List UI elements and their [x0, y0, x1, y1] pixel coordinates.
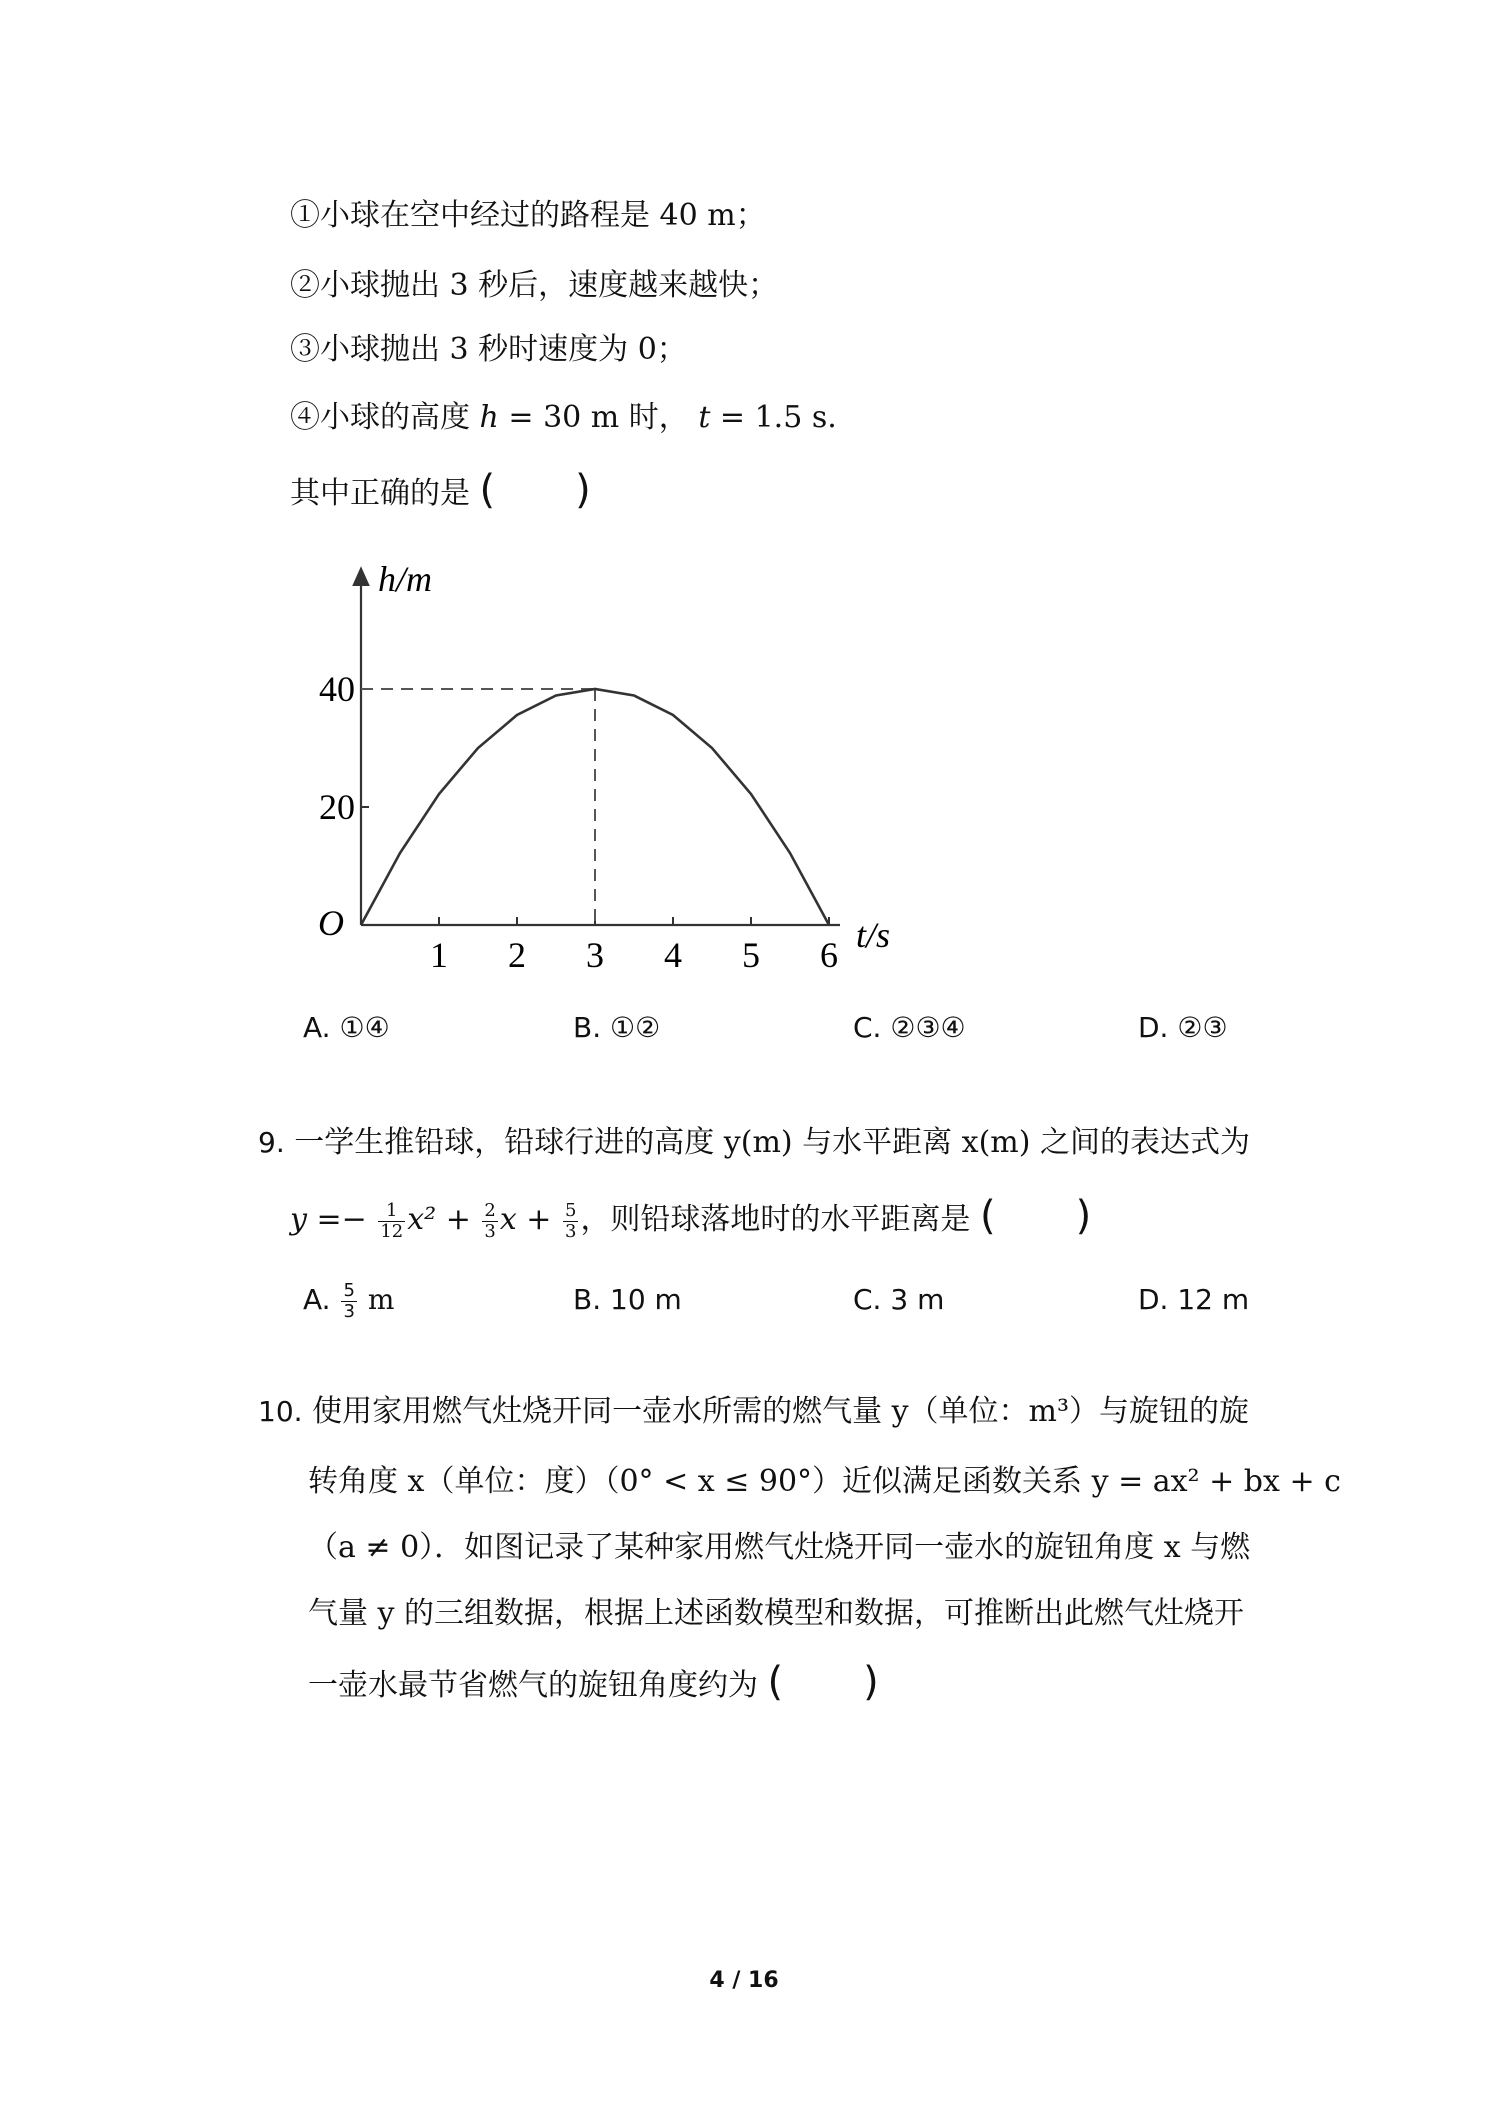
- x-tick-label: 2: [508, 935, 526, 975]
- q9-number: 9.: [258, 1126, 285, 1159]
- height-time-chart: [0, 555, 1488, 975]
- x-tick-label: 5: [742, 935, 760, 975]
- eq-term1: x² +: [407, 1202, 471, 1237]
- q9-option-a-unit: m: [367, 1283, 395, 1316]
- fraction-5-3: $\frac{5}{3}$: [564, 1199, 577, 1242]
- var-t: t: [698, 400, 711, 435]
- q8-option-c[interactable]: C. ②③④: [853, 1011, 966, 1044]
- x-tick-label: 6: [820, 935, 838, 975]
- q10-line5: [308, 1659, 879, 1706]
- y-axis-label: h/m: [378, 559, 432, 599]
- q9-answer-paren: ( ): [979, 1193, 1092, 1239]
- eq-equals: =−: [306, 1202, 367, 1237]
- q9-option-a[interactable]: [303, 1270, 394, 1330]
- q10-line2: 转角度 x（单位：度）（0° < x ≤ 90°）近似满足函数关系 y = ax² + bx + c: [308, 1464, 1341, 1499]
- origin-label: O: [318, 903, 344, 943]
- q9-option-d[interactable]: D. 12 m: [1138, 1283, 1250, 1316]
- q10-number: 10.: [258, 1395, 303, 1428]
- eq-term2: x +: [499, 1202, 552, 1237]
- fraction-5-3-option: $\frac{5}{3}$: [343, 1279, 355, 1322]
- q8-question: [290, 467, 591, 514]
- x-axis-label: t/s: [856, 915, 891, 955]
- q10-text-1: 使用家用燃气灶烧开同一壶水所需的燃气量 y（单位：m³）与旋钮的旋: [312, 1394, 1250, 1429]
- statement-4: [290, 398, 837, 438]
- q10-text-5: 一壶水最节省燃气的旋钮角度约为: [308, 1668, 758, 1703]
- q9-text: 一学生推铅球，铅球行进的高度 y(m) 与水平距离 x(m) 之间的表达式为: [294, 1125, 1250, 1160]
- y-tick-label: 20: [319, 787, 355, 827]
- q9-line2: [290, 1188, 1091, 1248]
- q10-line3: （a ≠ 0）．如图记录了某种家用燃气灶烧开同一壶水的旋钮角度 x 与燃: [308, 1530, 1251, 1565]
- q9-tail: ，则铅球落地时的水平距离是: [580, 1202, 971, 1237]
- q10-line1: [258, 1392, 1249, 1432]
- x-tick-label: 1: [430, 935, 448, 975]
- statement-4-mid1: = 30 m 时，: [498, 400, 689, 435]
- q8-option-b[interactable]: B. ①②: [573, 1011, 661, 1044]
- x-tick-label: 4: [664, 935, 682, 975]
- page-number: 4 / 16: [709, 1968, 779, 1993]
- q9-option-b[interactable]: B. 10 m: [573, 1283, 682, 1316]
- statement-2: ②小球抛出 3 秒后，速度越来越快；: [290, 268, 779, 303]
- q9-line1: [258, 1123, 1250, 1163]
- q9-option-c[interactable]: C. 3 m: [853, 1283, 945, 1316]
- q8-question-text: 其中正确的是: [290, 476, 470, 511]
- q8-option-a[interactable]: A. ①④: [303, 1011, 390, 1044]
- statement-1: ①小球在空中经过的路程是 40 m；: [290, 198, 766, 233]
- q10-answer-paren: ( ): [767, 1659, 879, 1705]
- answer-paren: ( ): [479, 467, 591, 513]
- statement-3: ③小球抛出 3 秒时速度为 0；: [290, 332, 687, 367]
- y-tick-label: 40: [319, 669, 355, 709]
- q8-option-d[interactable]: D. ②③: [1138, 1011, 1228, 1044]
- x-tick-label: 3: [586, 935, 604, 975]
- q10-line4: 气量 y 的三组数据，根据上述函数模型和数据，可推断出此燃气灶烧开: [308, 1596, 1245, 1631]
- fraction-1-12: $\frac{1}{12}$: [380, 1199, 404, 1242]
- var-h: h: [479, 400, 499, 435]
- fraction-2-3: $\frac{2}{3}$: [484, 1199, 496, 1242]
- eq-y: y: [290, 1202, 307, 1237]
- q9-option-a-prefix: A.: [303, 1283, 331, 1316]
- statement-4-mid2: = 1.5 s.: [710, 400, 837, 435]
- statement-4-prefix: ④小球的高度: [290, 400, 470, 435]
